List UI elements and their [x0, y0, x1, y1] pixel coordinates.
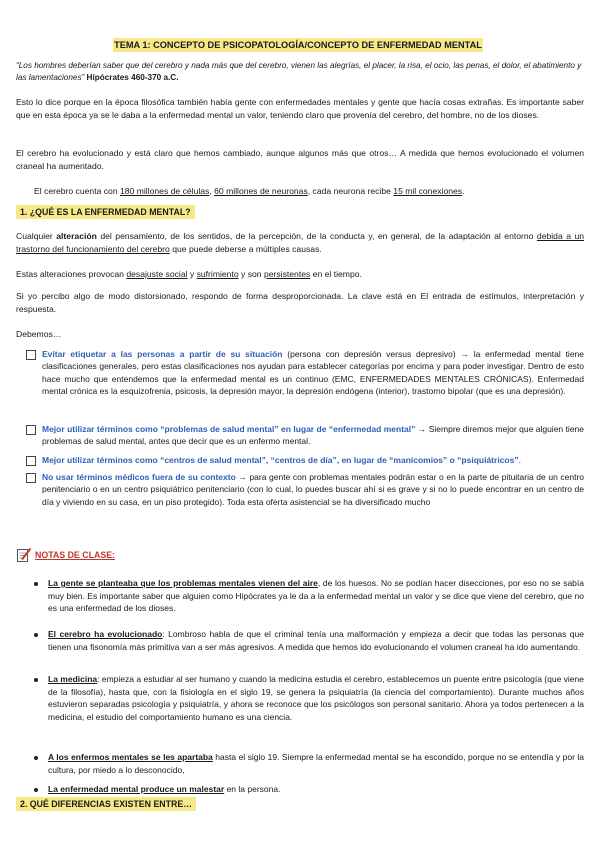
checkbox-icon — [26, 456, 36, 466]
intro-paragraph-3 — [34, 185, 584, 198]
note-item-1 — [48, 577, 584, 615]
brain-connections-stat: 15 mil conexiones — [393, 186, 463, 196]
note-text: : Lombroso habla de que el criminal tenía una malformación y empieza a decir que todas las personas que tienen una fisonomía más primitiva van a ser más agresivos. A medida que hemos ido evolucionando el volumen craneal ha ido aumentando. — [48, 629, 584, 652]
guideline-item-4 — [42, 471, 584, 508]
notepad-pencil-icon — [16, 547, 32, 563]
note-text: , de los huesos. No se podían hacer disecciones, por eso no se sabía muy bien. Es importante saber que alguien como Hipócrates ya le da a la enfermedad mental un valor y se dice que viene del cerebro, que no es una enfermedad de los dioses. — [48, 578, 584, 614]
definition-paragraph — [16, 230, 584, 255]
definition-text-3: que puede deberse a múltiples causas. — [169, 243, 322, 254]
definition-underlined: debida a un trastorno del funcionamiento del cerebro — [16, 231, 585, 254]
guideline-text: (persona con depresión versus depresivo) → la enfermedad mental tiene clasificaciones generales, pero estas clasificaciones nos ayudan para establecer categorías por encima y para poder investigar. Dentro de esto hace mucho que entendemos que la enfermedad mental es un continuo (EMC, ENFERMEDADES MENTALES CRÓNICAS). Enfermedad mental crónica es la esquizofrenia, psicosis, la depresión mayor, la depresión endógena (interior), trastorno bipolar (que es una depresión). — [42, 349, 584, 397]
debemos-line: Debemos… — [16, 329, 62, 339]
checkbox-icon — [26, 425, 36, 435]
alterations-text-4: en el tiempo. — [310, 269, 362, 279]
checkbox-icon — [26, 473, 36, 483]
quote-author: Hipócrates 460-370 a.C. — [86, 72, 179, 82]
checkbox-icon — [26, 350, 36, 360]
guideline-text: → para gente con problemas mentales podrán estar o en la parte de pituitaria de un centro penitenciario o en un centro psiquiátrico penitenciario (con lo cual, lo puedes buscar ahí si es grave y si no lo puede encontrar en un centro de día y viviendo en su casa, en un piso protegido). Toda esta oferta asistencial se ha diversificado mucho — [42, 472, 584, 507]
bullet-icon — [34, 633, 38, 637]
guideline-lead: Mejor utilizar términos como “centros de salud mental”, “centros de día”, en lugar de “manicomios” o “psiquiátricos” — [42, 455, 519, 465]
note-item-5 — [48, 783, 584, 796]
note-lead: A los enfermos mentales se les apartaba — [48, 752, 213, 762]
guideline-text: → Siempre diremos mejor que alguien tiene problemas de salud mental, antes que decir que es un enfermo mental. — [42, 424, 584, 447]
hippocrates-quote — [16, 60, 584, 83]
intro-paragraph-1: Esto lo dice porque en la época filosófica también había gente con enfermedades mentales y gente que hacía cosas extrañas. Es importante saber que en esta época ya se le daba a la enfermedad mental un valor, teniendo claro que provenía del cerebro, del hombre, no de los dioses. — [16, 97, 584, 120]
guideline-lead: Mejor utilizar términos como “problemas de salud mental” en lugar de “enfermedad mental” — [42, 424, 416, 434]
alteration-social: desajuste social — [126, 269, 188, 279]
quote-text: “Los hombres deberían saber que del cerebro y nada más que del cerebro, vienen las alegrías, el placer, la risa, el ocio, las penas, el dolor, el abatimiento y las lamentaciones” — [16, 61, 582, 82]
note-text: : empieza a estudiar al ser humano y cuando la medicina estudia el cerebro, establecemos un puente entre psicología (que viene de la filosofía), hasta que, con la fisiología en el siglo 19, se genera la psiquiatría (la ciencia del comportamiento). Durante muchos años estuvieron separadas psicología y psiquiatría, y ahora se reconoce que los psicólogos son personal sanitario. Ahora ya todos pertenecen a la medicina, el estudio del comportamiento humano es una ciencia. — [48, 674, 584, 722]
guideline-item-2 — [42, 423, 584, 448]
bullet-icon — [34, 582, 38, 586]
definition-keyword: alteración — [56, 231, 97, 241]
note-lead: La gente se planteaba que los problemas mentales vienen del aire — [48, 578, 318, 588]
guideline-item-3 — [42, 454, 584, 466]
document-title: TEMA 1: CONCEPTO DE PSICOPATOLOGÍA/CONCEPTO DE ENFERMEDAD MENTAL — [114, 40, 482, 50]
note-lead: El cerebro ha evolucionado — [48, 629, 163, 639]
brain-stats-text-2: , cada neurona recibe — [307, 186, 394, 196]
alterations-paragraph — [16, 268, 584, 281]
brain-neurons-stat: 60 millones de neuronas — [214, 186, 308, 196]
alterations-text: Estas alteraciones provocan — [16, 269, 127, 279]
brain-stats-text: El cerebro cuenta con — [34, 186, 120, 196]
definition-text-2: del pensamiento, de los sentidos, de la percepción, de la conducta y, en general, de la adaptación al entorno — [96, 231, 537, 241]
guideline-text: . — [518, 455, 521, 465]
class-notes-label: NOTAS DE CLASE: — [35, 550, 115, 560]
note-lead: La medicina — [48, 674, 98, 684]
class-notes-header — [16, 547, 115, 563]
alterations-text-2: y — [187, 269, 197, 279]
note-lead: La enfermedad mental produce un malestar — [48, 784, 225, 794]
bullet-icon — [34, 788, 38, 792]
guideline-lead: No usar términos médicos fuera de su contexto — [42, 472, 236, 482]
guideline-item-1 — [42, 348, 584, 398]
note-text: en la persona. — [224, 784, 281, 794]
note-item-4 — [48, 751, 584, 776]
perception-paragraph: Si yo percibo algo de modo distorsionado, respondo de forma desproporcionada. La clave está en El entrada de estímulos, interpretación y respuesta. — [16, 291, 584, 314]
alteration-persistent: persistentes — [263, 269, 311, 279]
definition-text: Cualquier — [16, 231, 57, 241]
alteration-suffering: sufrimiento — [196, 269, 239, 279]
section-2-heading: 2. QUÉ DIFERENCIAS EXISTEN ENTRE… — [16, 797, 196, 811]
guideline-lead: Evitar etiquetar a las personas a partir de su situación — [42, 349, 283, 359]
brain-stats-end: . — [462, 186, 465, 196]
note-item-3 — [48, 673, 584, 723]
alterations-text-3: y son — [238, 269, 264, 279]
bullet-icon — [34, 756, 38, 760]
intro-paragraph-2: El cerebro ha evolucionado y está claro que hemos cambiado, aunque algunos más que otros… A medida que hemos evolucionado el volumen craneal ha aumentado. — [16, 148, 584, 171]
note-item-2 — [48, 628, 584, 653]
section-1-heading: 1. ¿QUÉ ES LA ENFERMEDAD MENTAL? — [16, 205, 195, 219]
brain-stats-sep: , — [209, 186, 215, 196]
bullet-icon — [34, 678, 38, 682]
note-text: hasta el siglo 19. Siempre la enfermedad mental se ha escondido, porque no se entendía y por la cultura, por miedo a lo desconocido, — [48, 752, 584, 775]
brain-cells-stat: 180 millones de células — [120, 186, 210, 196]
